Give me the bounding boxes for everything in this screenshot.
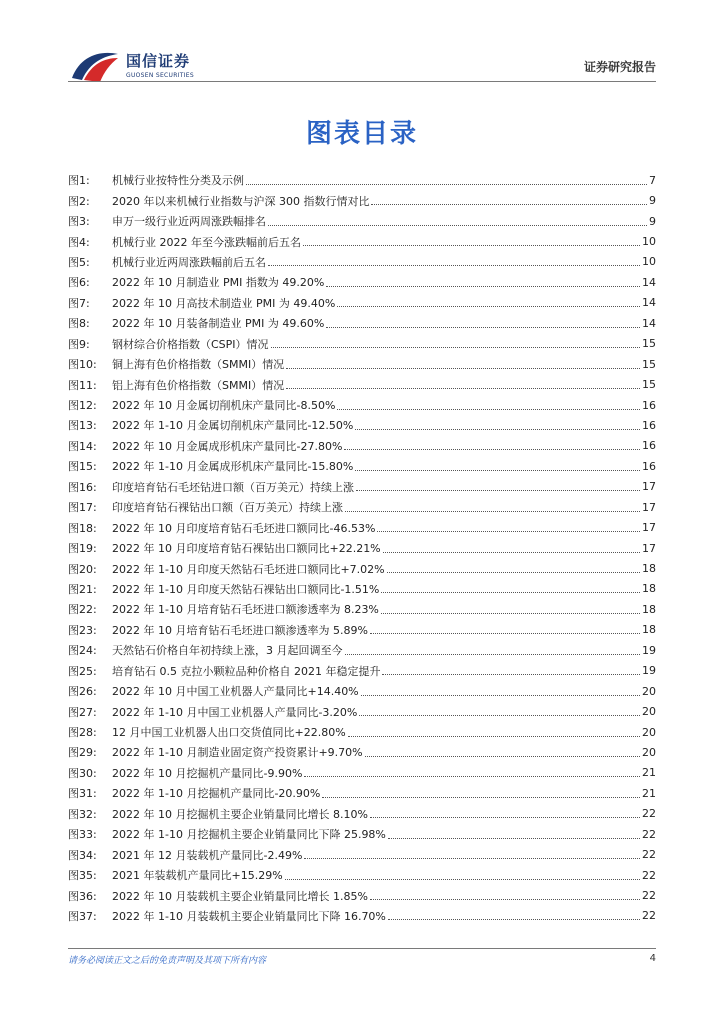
toc-entry-title: 2022 年 1-10 月装载机主要企业销量同比下降 16.70%: [112, 909, 386, 923]
toc-entry-title: 2022 年 1-10 月印度天然钻石毛坯进口额同比+7.02%: [112, 562, 385, 576]
toc-entry-number: 图23:: [68, 623, 97, 637]
toc-entry-number: 图1:: [68, 174, 90, 188]
toc-entry-title: 12 月中国工业机器人出口交货值同比+22.80%: [112, 726, 346, 740]
toc-entry-title: 2022 年 1-10 月培育钻石毛坯进口额渗透率为 8.23%: [112, 603, 379, 617]
toc-entry-title: 2022 年 1-10 月印度天然钻石裸钻出口额同比-1.51%: [112, 582, 380, 596]
toc-entry-title: 2022 年 1-10 月中国工业机器人产量同比-3.20%: [112, 705, 358, 719]
toc-entry-number: 图3:: [68, 215, 90, 229]
toc-dot-leader: [370, 899, 640, 900]
toc-dot-leader: [381, 613, 640, 614]
toc-entry-title: 2022 年 10 月培育钻石毛坯进口额渗透率为 5.89%: [112, 623, 368, 637]
toc-entry-number: 图14:: [68, 439, 97, 453]
logo-text: [126, 52, 194, 80]
toc-entry-page: 10: [642, 255, 656, 269]
toc-entry-title: 2021 年装载机产量同比+15.29%: [112, 869, 283, 883]
toc-entry-title: 2020 年以来机械行业指数与沪深 300 指数行情对比: [112, 194, 370, 208]
toc-dot-leader: [371, 204, 647, 205]
toc-entry-title: 2022 年 10 月中国工业机器人产量同比+14.40%: [112, 685, 359, 699]
footer-divider: [68, 948, 656, 949]
toc-entry[interactable]: [68, 722, 656, 742]
toc-entry-title: 2022 年 10 月高技术制造业 PMI 为 49.40%: [112, 296, 336, 310]
toc-entry-number: 图8:: [68, 317, 90, 331]
toc-entry[interactable]: [68, 640, 656, 660]
toc-dot-leader: [370, 817, 640, 818]
toc-entry-page: 22: [642, 909, 656, 923]
toc-dot-leader: [370, 633, 640, 634]
toc-entry[interactable]: [68, 661, 656, 681]
toc-entry[interactable]: [68, 742, 656, 762]
toc-entry-title: 印度培育钻石毛坯钻进口额（百万美元）持续上涨: [112, 480, 354, 494]
toc-dot-leader: [322, 797, 640, 798]
toc-entry-page: 22: [642, 868, 656, 882]
guosen-logo-icon: [70, 48, 120, 84]
toc-entry[interactable]: [68, 906, 656, 926]
toc-entry-title: 2022 年 10 月装载机主要企业销量同比增长 1.85%: [112, 889, 368, 903]
toc-entry[interactable]: [68, 231, 656, 251]
toc-entry[interactable]: [68, 701, 656, 721]
toc-dot-leader: [383, 552, 640, 553]
toc-entry-title: 机械行业近两周涨跌幅前后五名: [112, 255, 266, 269]
toc-entry-number: 图32:: [68, 807, 97, 821]
toc-entry-title: 2022 年 10 月制造业 PMI 指数为 49.20%: [112, 276, 325, 290]
toc-entry-title: 铝上海有色价格指数（SMMI）情况: [112, 378, 285, 392]
toc-entry-page: 17: [642, 521, 656, 535]
toc-entry-page: 17: [642, 500, 656, 514]
toc-dot-leader: [326, 286, 640, 287]
toc-entry-page: 19: [642, 643, 656, 657]
toc-entry-title: 2022 年 1-10 月挖掘机主要企业销量同比下降 25.98%: [112, 828, 386, 842]
toc-entry-page: 14: [642, 316, 656, 330]
toc-entry[interactable]: [68, 415, 656, 435]
toc-title: 图表目录: [305, 119, 418, 149]
toc-entry[interactable]: [68, 517, 656, 537]
toc-entry[interactable]: [68, 190, 656, 210]
toc-entry-page: 19: [642, 664, 656, 678]
toc-entry-title: 2022 年 10 月挖掘机产量同比-9.90%: [112, 766, 303, 780]
toc-dot-leader: [388, 919, 640, 920]
toc-entry-number: 图35:: [68, 869, 97, 883]
logo-english-name: GUOSEN SECURITIES: [126, 72, 195, 79]
toc-entry-number: 图10:: [68, 358, 97, 372]
figure-table-of-contents: [68, 170, 656, 926]
toc-dot-leader: [271, 347, 640, 348]
toc-entry-page: 21: [642, 786, 656, 800]
toc-dot-leader: [303, 245, 640, 246]
toc-entry[interactable]: [68, 211, 656, 231]
toc-entry-number: 图36:: [68, 889, 97, 903]
toc-entry-page: 14: [642, 275, 656, 289]
toc-entry-title: 2022 年 1-10 月金属成形机床产量同比-15.80%: [112, 460, 354, 474]
toc-entry-number: 图19:: [68, 542, 97, 556]
toc-entry-page: 15: [642, 337, 656, 351]
toc-entry-number: 图2:: [68, 194, 90, 208]
toc-entry-page: 22: [642, 889, 656, 903]
toc-entry-number: 图29:: [68, 746, 97, 760]
toc-entry-title: 天然钻石价格自年初持续上涨，3 月起回调至今: [112, 644, 343, 658]
toc-entry-number: 图9:: [68, 337, 90, 351]
toc-dot-leader: [246, 184, 647, 185]
toc-entry-page: 22: [642, 807, 656, 821]
toc-entry-number: 图28:: [68, 726, 97, 740]
toc-entry[interactable]: [68, 313, 656, 333]
toc-entry-page: 20: [642, 684, 656, 698]
toc-dot-leader: [365, 756, 640, 757]
toc-dot-leader: [387, 572, 640, 573]
toc-entry-number: 图21:: [68, 582, 97, 596]
toc-entry[interactable]: [68, 395, 656, 415]
toc-entry-number: 图22:: [68, 603, 97, 617]
toc-entry-page: 18: [642, 562, 656, 576]
toc-dot-leader: [361, 695, 640, 696]
toc-entry[interactable]: [68, 558, 656, 578]
toc-entry-page: 18: [642, 623, 656, 637]
toc-entry-number: 图7:: [68, 296, 90, 310]
disclaimer-note: 请务必阅读正文之后的免责声明及其项下所有内容: [68, 956, 267, 966]
toc-entry[interactable]: [68, 436, 656, 456]
toc-entry[interactable]: [68, 681, 656, 701]
toc-entry-title: 2022 年 10 月装备制造业 PMI 为 49.60%: [112, 317, 325, 331]
toc-entry-page: 16: [642, 459, 656, 473]
toc-dot-leader: [304, 776, 640, 777]
toc-entry-title: 2022 年 10 月挖掘机主要企业销量同比增长 8.10%: [112, 807, 368, 821]
toc-entry[interactable]: [68, 538, 656, 558]
toc-entry[interactable]: [68, 783, 656, 803]
toc-entry-title: 2022 年 10 月金属切削机床产量同比-8.50%: [112, 399, 336, 413]
toc-entry-page: 14: [642, 296, 656, 310]
toc-dot-leader: [268, 265, 640, 266]
toc-dot-leader: [355, 429, 640, 430]
toc-entry-title: 2022 年 10 月金属成形机床产量同比-27.80%: [112, 439, 343, 453]
toc-entry-number: 图24:: [68, 644, 97, 658]
toc-entry-title: 2022 年 1-10 月挖掘机产量同比-20.90%: [112, 787, 321, 801]
header-divider: [68, 81, 656, 82]
toc-entry-number: 图11:: [68, 378, 97, 392]
toc-entry-title: 钢材综合价格指数（CSPI）情况: [112, 337, 269, 351]
toc-entry[interactable]: [68, 824, 656, 844]
toc-dot-leader: [388, 838, 640, 839]
toc-entry-page: 16: [642, 439, 656, 453]
toc-entry[interactable]: [68, 170, 656, 190]
toc-entry-page: 21: [642, 766, 656, 780]
toc-entry[interactable]: [68, 334, 656, 354]
toc-entry-page: 17: [642, 480, 656, 494]
toc-entry-number: 图12:: [68, 399, 97, 413]
toc-dot-leader: [326, 327, 640, 328]
toc-entry-title: 机械行业 2022 年至今涨跌幅前后五名: [112, 235, 301, 249]
toc-entry-page: 20: [642, 725, 656, 739]
toc-entry-number: 图16:: [68, 480, 97, 494]
toc-dot-leader: [344, 449, 640, 450]
toc-dot-leader: [345, 654, 641, 655]
toc-entry-page: 22: [642, 827, 656, 841]
toc-entry-page: 20: [642, 745, 656, 759]
toc-dot-leader: [337, 306, 640, 307]
toc-entry-number: 图5:: [68, 255, 90, 269]
toc-entry-number: 图18:: [68, 521, 97, 535]
toc-entry-title: 印度培育钻石裸钻出口额（百万美元）持续上涨: [112, 501, 343, 515]
toc-entry-number: 图25:: [68, 664, 97, 678]
toc-entry-number: 图4:: [68, 235, 90, 249]
toc-dot-leader: [304, 858, 640, 859]
toc-entry[interactable]: [68, 272, 656, 292]
toc-entry-page: 20: [642, 705, 656, 719]
toc-entry-number: 图27:: [68, 705, 97, 719]
toc-dot-leader: [285, 879, 640, 880]
toc-entry[interactable]: [68, 763, 656, 783]
toc-entry-page: 18: [642, 602, 656, 616]
toc-entry-title: 培育钻石 0.5 克拉小颗粒品种价格自 2021 年稳定提升: [112, 664, 381, 678]
toc-entry-title: 铜上海有色价格指数（SMMI）情况: [112, 358, 285, 372]
toc-entry[interactable]: [68, 579, 656, 599]
toc-entry-page: 18: [642, 582, 656, 596]
logo-chinese-name: 国信证券: [126, 52, 191, 70]
toc-entry-number: 图37:: [68, 909, 97, 923]
toc-entry-number: 图13:: [68, 419, 97, 433]
toc-entry-number: 图31:: [68, 787, 97, 801]
toc-entry-number: 图34:: [68, 848, 97, 862]
toc-entry-page: 7: [649, 173, 656, 187]
toc-entry-page: 10: [642, 235, 656, 249]
toc-dot-leader: [268, 225, 647, 226]
toc-entry-title: 申万一级行业近两周涨跌幅排名: [112, 215, 266, 229]
toc-dot-leader: [381, 592, 640, 593]
toc-entry-page: 9: [649, 194, 656, 208]
toc-dot-leader: [355, 470, 640, 471]
toc-entry-number: 图17:: [68, 501, 97, 515]
toc-dot-leader: [348, 736, 640, 737]
toc-entry-page: 22: [642, 848, 656, 862]
company-logo: [70, 46, 194, 86]
toc-entry-page: 16: [642, 398, 656, 412]
toc-entry-number: 图15:: [68, 460, 97, 474]
toc-entry-title: 2022 年 10 月印度培育钻石毛坯进口额同比-46.53%: [112, 521, 376, 535]
report-type-label: 证券研究报告: [583, 60, 656, 74]
toc-dot-leader: [382, 674, 640, 675]
toc-entry-page: 9: [649, 214, 656, 228]
toc-entry[interactable]: [68, 293, 656, 313]
toc-dot-leader: [377, 531, 640, 532]
toc-entry[interactable]: [68, 865, 656, 885]
toc-entry[interactable]: [68, 844, 656, 864]
toc-dot-leader: [356, 490, 640, 491]
toc-entry[interactable]: [68, 477, 656, 497]
toc-entry-title: 机械行业按特性分类及示例: [112, 174, 244, 188]
toc-entry-page: 16: [642, 418, 656, 432]
page-header: [0, 0, 724, 88]
toc-entry-title: 2022 年 10 月印度培育钻石裸钻出口额同比+22.21%: [112, 542, 381, 556]
toc-entry-title: 2022 年 1-10 月金属切削机床产量同比-12.50%: [112, 419, 354, 433]
toc-entry-page: 17: [642, 541, 656, 555]
toc-dot-leader: [286, 388, 640, 389]
toc-entry-page: 15: [642, 378, 656, 392]
toc-dot-leader: [345, 511, 640, 512]
toc-entry[interactable]: [68, 456, 656, 476]
toc-entry-number: 图30:: [68, 766, 97, 780]
toc-entry-page: 15: [642, 357, 656, 371]
toc-dot-leader: [286, 368, 640, 369]
toc-entry-number: 图33:: [68, 828, 97, 842]
toc-entry[interactable]: [68, 374, 656, 394]
toc-entry[interactable]: [68, 599, 656, 619]
toc-dot-leader: [337, 409, 640, 410]
toc-dot-leader: [359, 715, 640, 716]
page-number: 4: [649, 953, 656, 964]
toc-entry-number: 图6:: [68, 276, 90, 290]
toc-entry-number: 图26:: [68, 685, 97, 699]
toc-entry-number: 图20:: [68, 562, 97, 576]
toc-entry[interactable]: [68, 354, 656, 374]
toc-entry[interactable]: [68, 885, 656, 905]
toc-entry[interactable]: [68, 252, 656, 272]
toc-entry[interactable]: [68, 804, 656, 824]
toc-entry-title: 2022 年 1-10 月制造业固定资产投资累计+9.70%: [112, 746, 363, 760]
toc-entry-title: 2021 年 12 月装载机产量同比-2.49%: [112, 848, 303, 862]
toc-entry[interactable]: [68, 497, 656, 517]
toc-entry[interactable]: [68, 620, 656, 640]
